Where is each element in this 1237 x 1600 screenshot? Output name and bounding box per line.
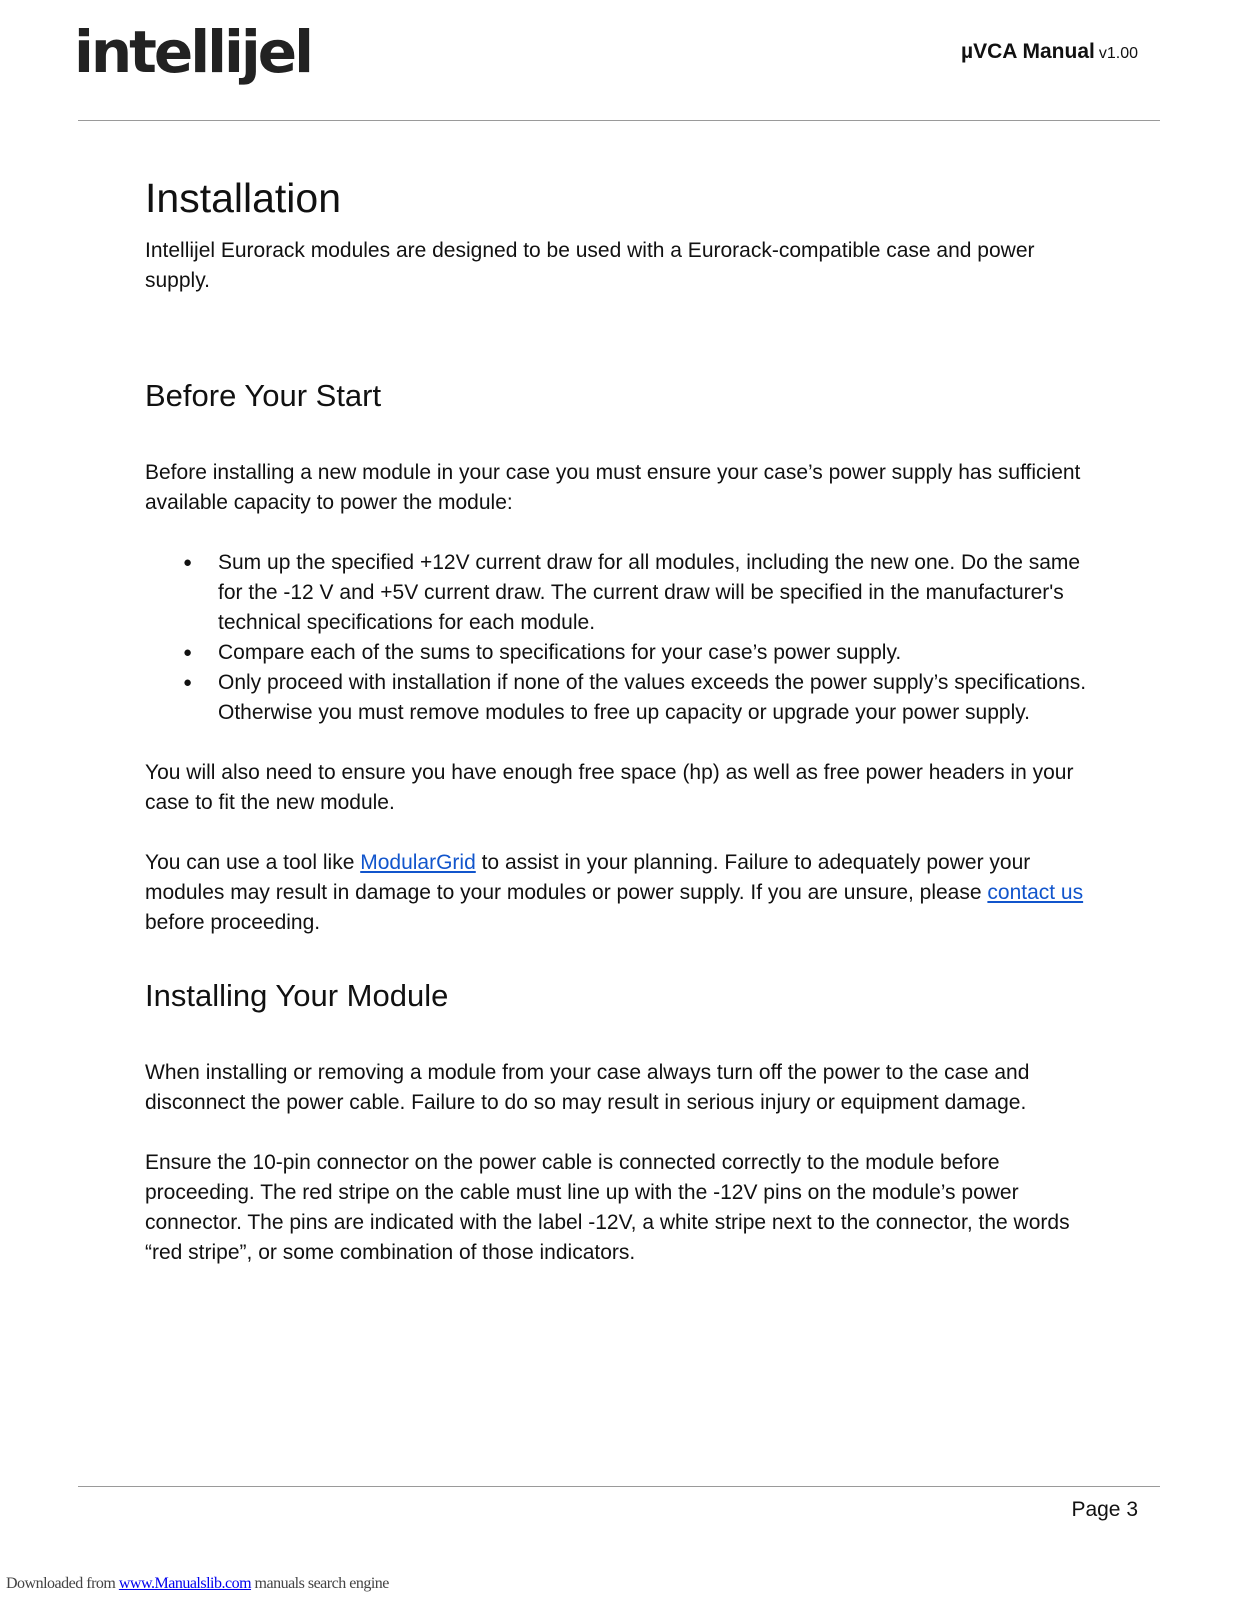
- planning-text: You can use a tool like: [145, 851, 361, 874]
- contact-us-link[interactable]: contact us: [987, 881, 1084, 904]
- installing-para-1: When installing or removing a module from your case always turn off the power to the case and disconnect the power cable. Failure to do so may result in serious injury or equipment damage.: [145, 1061, 1030, 1114]
- header-divider: [78, 120, 1160, 121]
- installing-heading: Installing Your Module: [145, 978, 449, 1013]
- manual-title: [961, 40, 1138, 64]
- intellijel-logo: intellijel: [74, 18, 311, 86]
- page-content: [145, 168, 1095, 1268]
- planning-text-cont: to assist in your planning. Failure to adequately power your modules may result in damage to your modules or power supply. If you are unsure, please: [145, 851, 1031, 904]
- before-start-heading: Before Your Start: [145, 378, 382, 413]
- installing-para-2: Ensure the 10-pin connector on the power cable is connected correctly to the module before proceeding. The red stripe on the cable must line up with the -12V pins on the module’s power connector. The pins are indicated with the label -12V, a white stripe next to the connector, the words “red stripe”, or some combination of those indicators.: [145, 1151, 1070, 1264]
- installation-heading: Installation: [145, 175, 342, 221]
- list-item: ● Compare each of the sums to specifications for your case’s power supply.: [145, 638, 1095, 668]
- manual-name: µVCA Manual: [961, 40, 1095, 63]
- downloaded-from-text: Downloaded from: [6, 1575, 119, 1592]
- list-item: ● Only proceed with installation if none of the values exceeds the power supply’s specifications. Otherwise you must remove modules to free up capacity or upgrade your power supply.: [145, 668, 1095, 728]
- requirements-list: [145, 548, 1095, 728]
- space-note: You will also need to ensure you have enough free space (hp) as well as free power headers in your case to fit the new module.: [145, 761, 1074, 814]
- installation-intro: Intellijel Eurorack modules are designed to be used with a Eurorack-compatible case and power supply.: [145, 239, 1035, 292]
- manualslib-link[interactable]: www.Manualslib.com: [118, 1575, 252, 1592]
- manual-version: v1.00: [1098, 45, 1138, 62]
- download-footer: [6, 1575, 389, 1593]
- footer-divider: [78, 1486, 1160, 1487]
- list-item: ● Sum up the specified +12V current draw for all modules, including the new one. Do the same for the -12 V and +5V current draw. The current draw will be specified in the manufacturer's technical specifications for each module.: [145, 548, 1095, 638]
- modulargrid-link[interactable]: ModularGrid: [360, 851, 476, 874]
- planning-paragraph: [145, 848, 1095, 938]
- planning-text-end: before proceeding.: [145, 911, 321, 934]
- search-engine-text: manuals search engine: [251, 1575, 389, 1592]
- before-start-intro: Before installing a new module in your case you must ensure your case’s power supply has sufficient available capacity to power the module:: [145, 461, 1081, 514]
- page-number: Page 3: [1071, 1498, 1138, 1521]
